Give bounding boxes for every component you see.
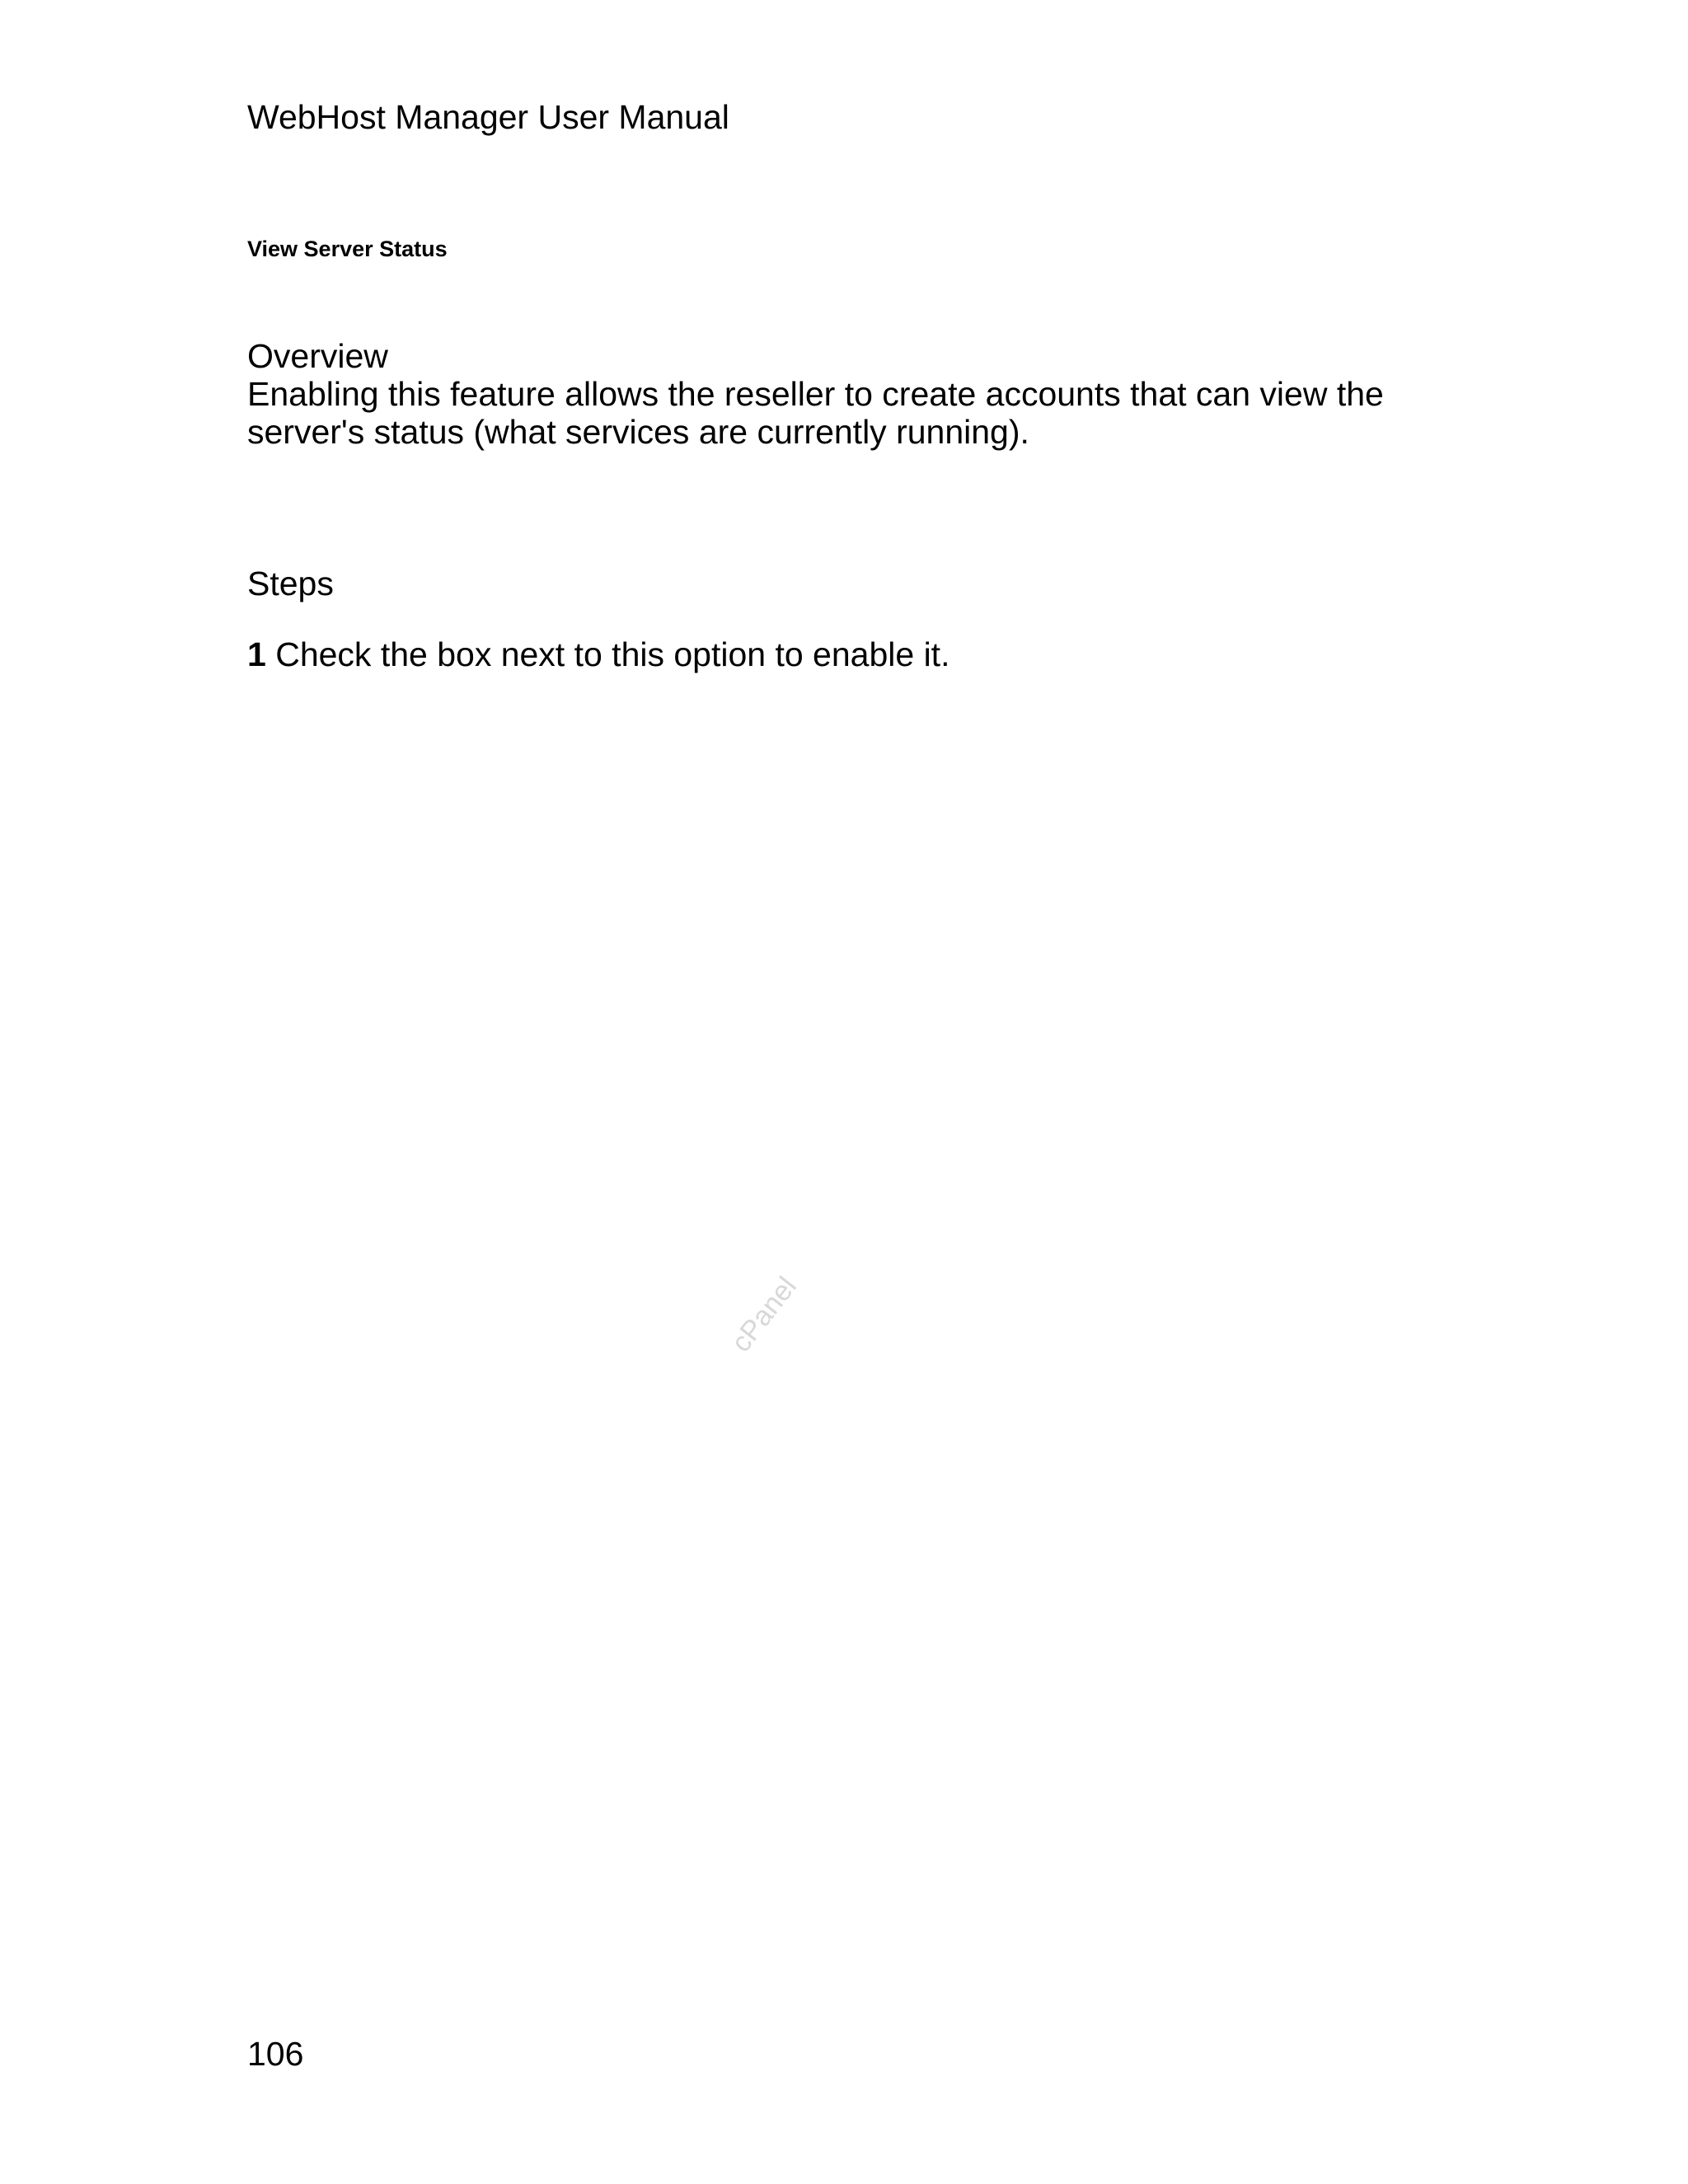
page-number: 106 [247,2035,304,2073]
overview-heading: Overview [247,337,388,375]
overview-body: Enabling this feature allows the reseller to create accounts that can view the server's status (what services are currently running). [247,375,1384,451]
cpanel-watermark: cPanel [725,1271,803,1358]
running-header: WebHost Manager User Manual [247,98,729,136]
steps-heading: Steps [247,565,334,602]
section-title: View Server Status [247,237,448,261]
step-text: Check the box next to this option to enable it. [275,635,950,673]
step-item [247,635,950,674]
step-number: 1 [247,635,266,673]
